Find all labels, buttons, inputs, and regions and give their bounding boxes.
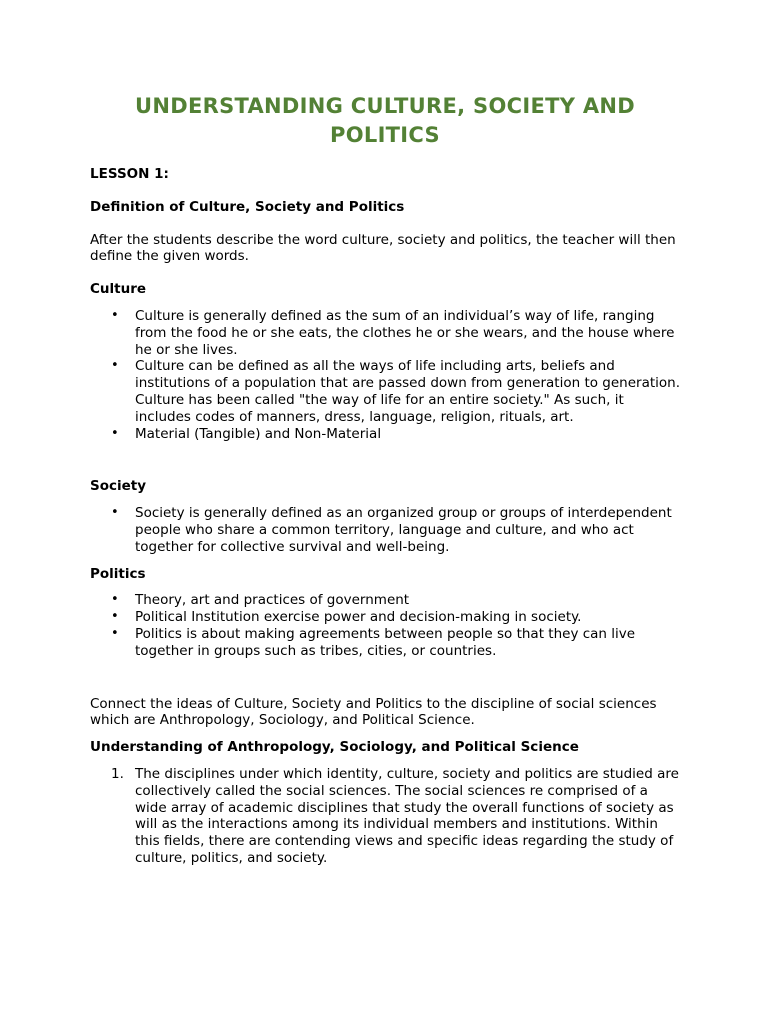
bullet-icon: • bbox=[111, 425, 119, 441]
intro-paragraph: After the students describe the word culture, society and politics, the teacher will then define the given words. bbox=[90, 231, 676, 265]
bullet-icon: • bbox=[111, 307, 119, 323]
list-item-text-continued: will as the interactions among its individual members and institutions. Within this fields, there are contending views and specific ideas regarding the study of culture, politics, and society. bbox=[135, 816, 674, 866]
politics-list bbox=[90, 592, 680, 659]
list-item-text: The disciplines under which identity, culture, society and politics are studied are collectively called the social sciences. The social sciences re comprised of a wide array of academic disciplines that study the overall functions of society as bbox=[135, 765, 679, 816]
society-heading: Society bbox=[90, 478, 147, 495]
bullet-icon: • bbox=[111, 505, 119, 521]
list-item-text: Politics is about making agreements between people so that they can live together in groups such as tribes, cities, or countries. bbox=[135, 625, 636, 659]
society-list bbox=[90, 505, 680, 555]
bullet-icon: • bbox=[111, 592, 119, 608]
list-item-text: Culture can be defined as all the ways of life including arts, beliefs and institutions of a population that are passed down from generation to generation. Culture has been called "the way of life for an entire society." As such, it includes codes of manners, dress, language, religion, rituals, art. bbox=[135, 358, 681, 425]
page-title: UNDERSTANDING CULTURE, SOCIETY AND POLITICS bbox=[135, 94, 635, 147]
understanding-list bbox=[90, 766, 680, 867]
understanding-heading: Understanding of Anthropology, Sociology, and Political Science bbox=[90, 739, 579, 756]
document-page bbox=[90, 0, 680, 867]
list-item-text: Theory, art and practices of government bbox=[135, 592, 410, 609]
bullet-icon: • bbox=[111, 358, 119, 374]
lesson-label: LESSON 1: bbox=[90, 166, 169, 182]
list-item-text: Political Institution exercise power and decision-making in society. bbox=[135, 609, 582, 626]
definition-heading: Definition of Culture, Society and Politics bbox=[90, 198, 405, 215]
bullet-icon: • bbox=[111, 609, 119, 625]
culture-heading: Culture bbox=[90, 281, 147, 298]
bullet-icon: • bbox=[111, 625, 119, 641]
list-item-text: Society is generally defined as an organized group or groups of interdependent people who share a common territory, language and culture, and who act together for collective survival and well-being. bbox=[135, 505, 672, 555]
list-item bbox=[90, 358, 680, 425]
list-item bbox=[90, 308, 680, 358]
list-item bbox=[90, 592, 680, 609]
list-item bbox=[90, 426, 680, 443]
connect-paragraph: Connect the ideas of Culture, Society and Politics to the discipline of social sciences which are Anthropology, Sociology, and Political Science. bbox=[90, 695, 657, 729]
culture-list bbox=[90, 308, 680, 442]
list-item bbox=[90, 505, 680, 555]
list-number: 1. bbox=[111, 765, 124, 782]
list-item-text: Material (Tangible) and Non-Material bbox=[135, 425, 382, 442]
list-item bbox=[90, 626, 680, 660]
list-item bbox=[90, 609, 680, 626]
list-item-text: Culture is generally defined as the sum of an individual’s way of life, ranging from the food he or she eats, the clothes he or she wears, and the house where he or she lives. bbox=[135, 307, 675, 358]
list-item bbox=[90, 766, 680, 867]
politics-heading: Politics bbox=[90, 565, 146, 582]
